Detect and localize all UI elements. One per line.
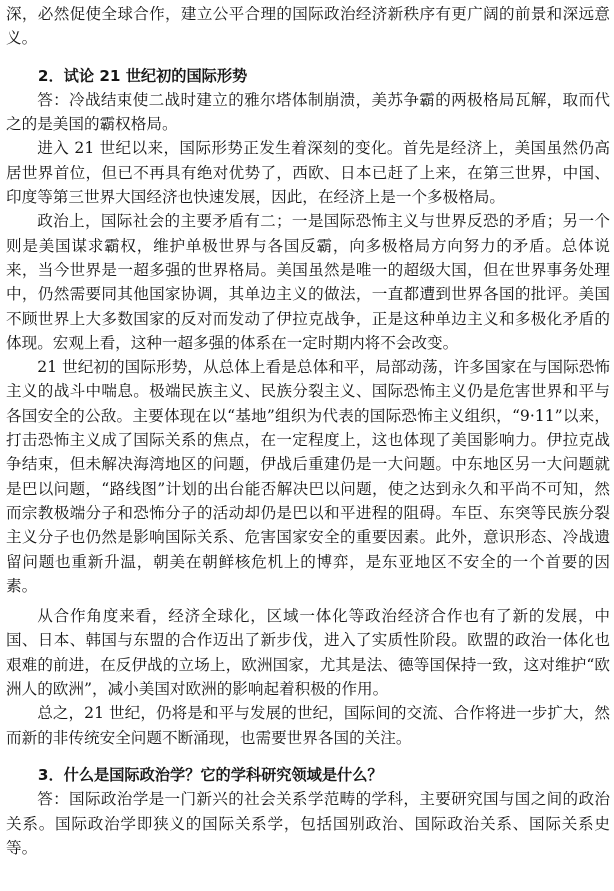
conclusion-paragraph: 总之，21 世纪，仍将是和平与发展的世纪，国际间的交流、合作将进一步扩大，然而新的非传统安全问题不断涌现，也需要世界各国的关注。 xyxy=(6,704,610,747)
answer-3-paragraph: 答：国际政治学是一门新兴的社会关系学范畴的学科，主要研究国与国之间的政治关系。国际政治学即狭义的国际关系学，包括国别政治、国际政治关系、国际关系史等。 xyxy=(6,790,610,857)
question-3-heading: 3．什么是国际政治学？它的学科研究领域是什么？ xyxy=(37,765,383,784)
question-2-heading: 2．试论 21 世纪初的国际形势 xyxy=(37,66,248,85)
cooperation-paragraph: 从合作角度来看，经济全球化，区域一体化等政治经济合作也有了新的发展，中国、日本、韩国与东盟的合作迈出了新步伐，进入了实质性阶段。欧盟的政治一体化也艰难的前进，在反伊战的立场上，欧洲国家，尤其是法、德等国保持一致，这对维护“欧洲人的欧洲”，减小美国对欧洲的影响起着积极的作用。 xyxy=(6,607,610,699)
paragraph-continuation: 深，必然促使全球合作，建立公平合理的国际政治经济新秩序有更广阔的前景和深远意义。 xyxy=(6,5,610,48)
document-page xyxy=(6,2,610,888)
economy-paragraph: 进入 21 世纪以来，国际形势正发生着深刻的变化。首先是经济上，美国虽然仍高居世界首位，但已不再具有绝对优势了，西欧、日本已赶了上来，在第三世界，中国、印度等第三世界大国经济也快速发展，因此，在经济上是一个多极格局。 xyxy=(6,139,610,207)
security-paragraph: 21 世纪初的国际形势，从总体上看是总体和平，局部动荡，许多国家在与国际恐怖主义的战斗中喘息。极端民族主义、民族分裂主义、国际恐怖主义仍是危害世界和平与各国安全的公敌。主要体现在以“基地”组织为代表的国际恐怖主义组织，“9·11”以来，打击恐怖主义成了国际关系的焦点，在一定程度上，这也体现了美国影响力。伊拉克战争结束，但未解决海湾地区的问题，伊战后重建仍是一大问题。中东地区另一大问题就是巴以问题，“路线图”计划的出台能否解决巴以问题，使之达到永久和平尚不可知，然而宗教极端分子和恐怖分子的活动却仍是巴以和平进程的阻碍。车臣、东突等民族分裂主义分子也仍然是影响国际关系、危害国家安全的重要因素。此外，意识形态、冷战遗留问题也重新升温，朝美在朝鲜核危机上的博弈，是东亚地区不安全的一个首要的因素。 xyxy=(6,358,610,595)
politics-paragraph: 政治上，国际社会的主要矛盾有二；一是国际恐怖主义与世界反恐的矛盾；另一个则是美国谋求霸权，维护单极世界与各国反霸，向多极格局方向努力的矛盾。总体说来，当今世界是一超多强的世界格局。美国虽然是唯一的超级大国，但在世界事务处理中，仍然需要同其他国家协调，其单边主义的做法，一直都遭到世界各国的批评。美国不顾世界上大多数国家的反对而发动了伊拉克战争，正是这种单边主义和多极化矛盾的体现。宏观上看，这种一超多强的体系在一定时期内将不会改变。 xyxy=(6,212,610,352)
answer-2-intro-paragraph: 答：冷战结束使二战时建立的雅尔塔体制崩溃，美苏争霸的两极格局瓦解，取而代之的是美国的霸权格局。 xyxy=(6,90,610,134)
